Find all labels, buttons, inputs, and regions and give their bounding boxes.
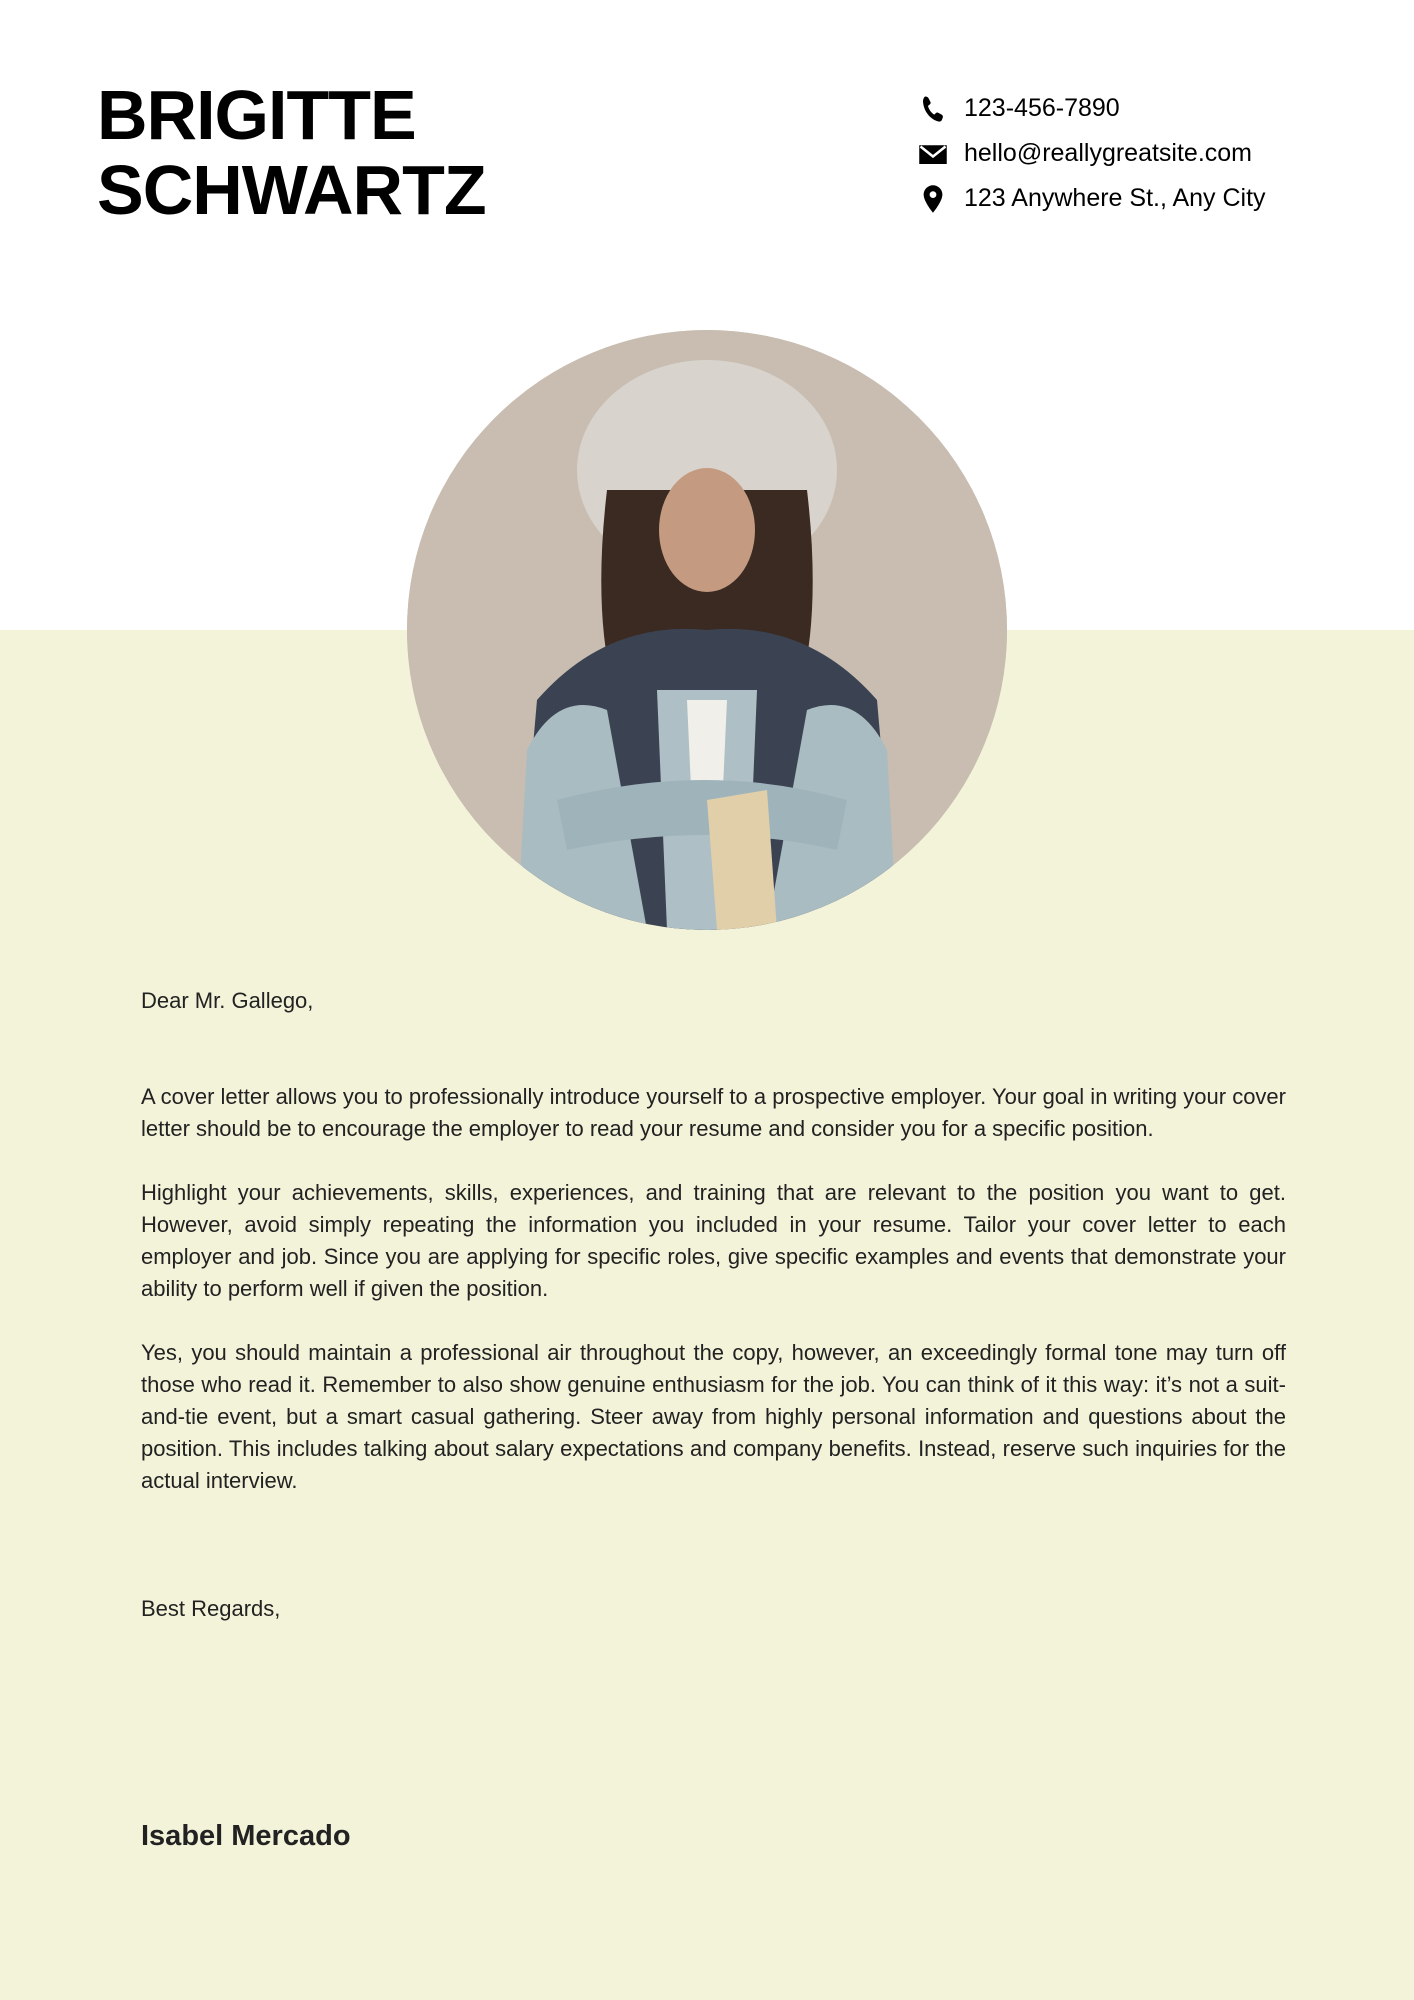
contact-address	[918, 176, 1266, 221]
greeting-text: Dear Mr. Gallego,	[141, 988, 314, 1013]
letter-body	[141, 1081, 1286, 1529]
name-line-2: SCHWARTZ	[97, 151, 486, 229]
contact-phone	[918, 86, 1266, 131]
location-pin-icon	[918, 184, 948, 214]
body-paragraph: A cover letter allows you to professionally introduce yourself to a prospective employer. Your goal in writing your cover letter should be to encourage the employer to read your resume and consider you for a specific position.	[141, 1084, 1286, 1141]
phone-icon	[918, 94, 948, 124]
signature-name: Isabel Mercado	[141, 1820, 351, 1852]
applicant-name	[97, 78, 486, 228]
letter-closing	[141, 1593, 1286, 1625]
contact-email	[918, 131, 1266, 176]
name-line-1: BRIGITTE	[97, 76, 416, 154]
phone-text: 123-456-7890	[964, 94, 1120, 122]
body-paragraph: Highlight your achievements, skills, experiences, and training that are relevant to the position you want to get. However, avoid simply repeating the information you included in your resume. Tailor your cover letter to each employer and job. Since you are applying for specific roles, give specific examples and events that demonstrate your ability to perform well if given the position.	[141, 1180, 1286, 1301]
profile-photo	[407, 330, 1007, 930]
contact-list	[918, 86, 1266, 221]
closing-text: Best Regards,	[141, 1596, 281, 1621]
letter-greeting	[141, 985, 1286, 1017]
address-text: 123 Anywhere St., Any City	[964, 184, 1266, 212]
mail-icon	[918, 139, 948, 169]
email-text: hello@reallygreatsite.com	[964, 139, 1253, 167]
body-paragraph: Yes, you should maintain a professional air throughout the copy, however, an exceedingly formal tone may turn off those who read it. Remember to also show genuine enthusiasm for the job. You can think of it this way: it’s not a suit-and-tie event, but a smart casual gathering. Steer away from highly personal information and questions about the position. This includes talking about salary expectations and company benefits. Instead, reserve such inquiries for the actual interview.	[141, 1340, 1286, 1493]
